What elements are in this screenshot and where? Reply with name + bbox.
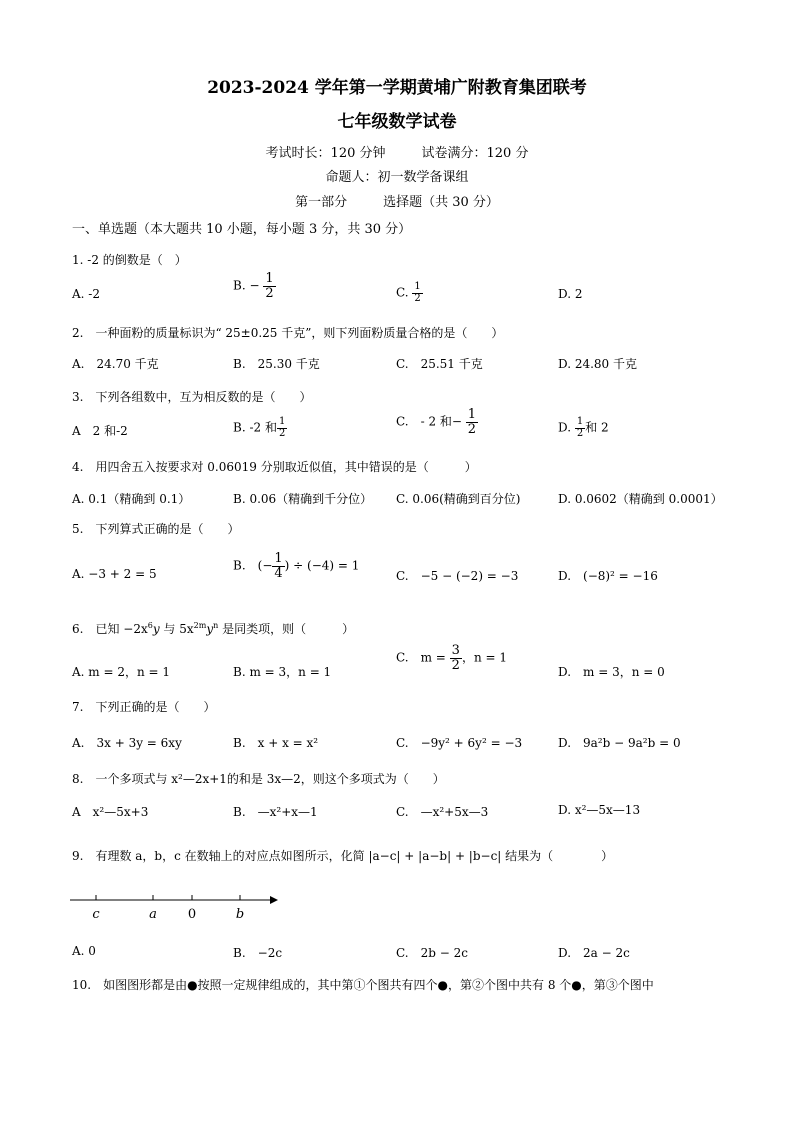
question-9-stem: 9. 有理数 a，b，c 在数轴上的对应点如图所示，化简 |a−c| + |a−b| + |b−c| 结果为（ ） [72,849,614,863]
q3-option-d: D. $\frac{1}{2}$ 和 2 [558,416,609,439]
number-line-figure [70,888,282,922]
exam-subtitle: 七年级数学试卷 [337,112,457,132]
part-type: 选择题（共 30 分） [383,195,499,210]
label-c: c [92,907,100,922]
q4-option-c: C. 0.06(精确到百分位) [396,492,521,506]
number-line-arrow [270,896,278,904]
q5-option-a: A. −3 + 2 = 5 [72,567,157,581]
q1-option-a: A. -2 [72,287,100,301]
q4-option-d: D. 0.0602（精确到 0.0001） [558,492,723,506]
part-line [0,191,794,210]
q1-option-d: D. 2 [558,287,583,301]
part-label: 第一部分 [295,195,348,210]
q3-option-a: A 2 和-2 [72,424,128,438]
question-1-stem: 1. -2 的倒数是（ ） [72,253,187,267]
question-4-stem: 4. 用四舍五入按要求对 0.06019 分别取近似值，其中错误的是（ ） [72,460,477,474]
q6-option-d: D. m = 3，n = 0 [558,665,665,679]
question-3-stem: 3. 下列各组数中，互为相反数的是（ ） [72,390,312,404]
q8-option-c: C. —x²+5x—3 [396,805,489,819]
q7-option-a: A. 3x + 3y = 6xy [72,736,182,750]
q5-option-d: D. (−8)² = −16 [558,569,658,583]
q6-option-a: A. m = 2，n = 1 [72,665,171,679]
q5-option-b: B. (− $\frac{1}{4}$ ) ÷ (−4) = 1 [233,551,360,581]
q4-option-b: B. 0.06（精确到千分位） [233,492,373,506]
label-a: a [149,907,157,922]
q9-option-b: B. −2c [233,946,283,960]
question-2-stem: 2. 一种面粉的质量标识为“ 25±0.25 千克”，则下列面粉质量合格的是（ ） [72,326,504,340]
q5-option-c: C. −5 − (−2) = −3 [396,569,519,583]
author: 命题人：初一数学备课组 [325,170,469,185]
q8-option-a: A x²—5x+3 [72,805,149,819]
q2-option-c: C. 25.51 千克 [396,357,483,371]
q2-option-a: A. 24.70 千克 [72,357,159,371]
q9-option-a: A. 0 [72,944,96,958]
q7-option-c: C. −9y² + 6y² = −3 [396,736,523,750]
question-6-stem: 6. 已知 $-2x^6y$ 与 $5x^{2m}y^n$ 是同类项，则（ ） [72,621,355,636]
duration: 考试时长：120 分钟 [265,146,386,161]
question-8-stem: 8. 一个多项式与 x²—2x+1的和是 3x—2，则这个多项式为（ ） [72,772,445,786]
q3-option-c: C. - 2 和− $\frac{1}{2}$ [396,407,477,437]
q3-option-b: B. -2 和 $\frac{1}{2}$ [233,416,286,439]
q2-option-b: B. 25.30 千克 [233,357,320,371]
q7-option-b: B. x + x = x² [233,736,319,750]
exam-meta-line [0,142,794,161]
q9-option-c: C. 2b − 2c [396,946,468,960]
full-score: 试卷满分：120 分 [421,146,529,161]
q2-option-d: D. 24.80 千克 [558,357,637,371]
q4-option-a: A. 0.1（精确到 0.1） [72,492,191,506]
q8-option-b: B. —x²+x—1 [233,805,318,819]
q1-option-c: C. $\frac{1}{2}$ [396,281,421,304]
label-zero: 0 [187,907,197,922]
q9-option-d: D. 2a − 2c [558,946,630,960]
question-10-stem: 10. 如图图形都是由●按照一定规律组成的，其中第①个图共有四个●，第②个图中共有 8 个●，第③个图中 [72,978,654,992]
q8-option-d: D. x²—5x—13 [558,803,641,817]
question-7-stem: 7. 下列正确的是（ ） [72,700,216,714]
q7-option-d: D. 9a²b − 9a²b = 0 [558,736,681,750]
label-b: b [235,907,245,922]
q6-option-b: B. m = 3，n = 1 [233,665,332,679]
q1-option-b: B. − $\frac{1}{2}$ [233,271,274,301]
section-heading: 一、单选题（本大题共 10 小题，每小题 3 分，共 30 分） [72,222,412,237]
question-5-stem: 5. 下列算式正确的是（ ） [72,522,240,536]
exam-title: 2023-2024 学年第一学期黄埔广附教育集团联考 [207,78,587,98]
q6-option-c: C. m = $\frac{3}{2}$ ，n = 1 [396,643,507,673]
